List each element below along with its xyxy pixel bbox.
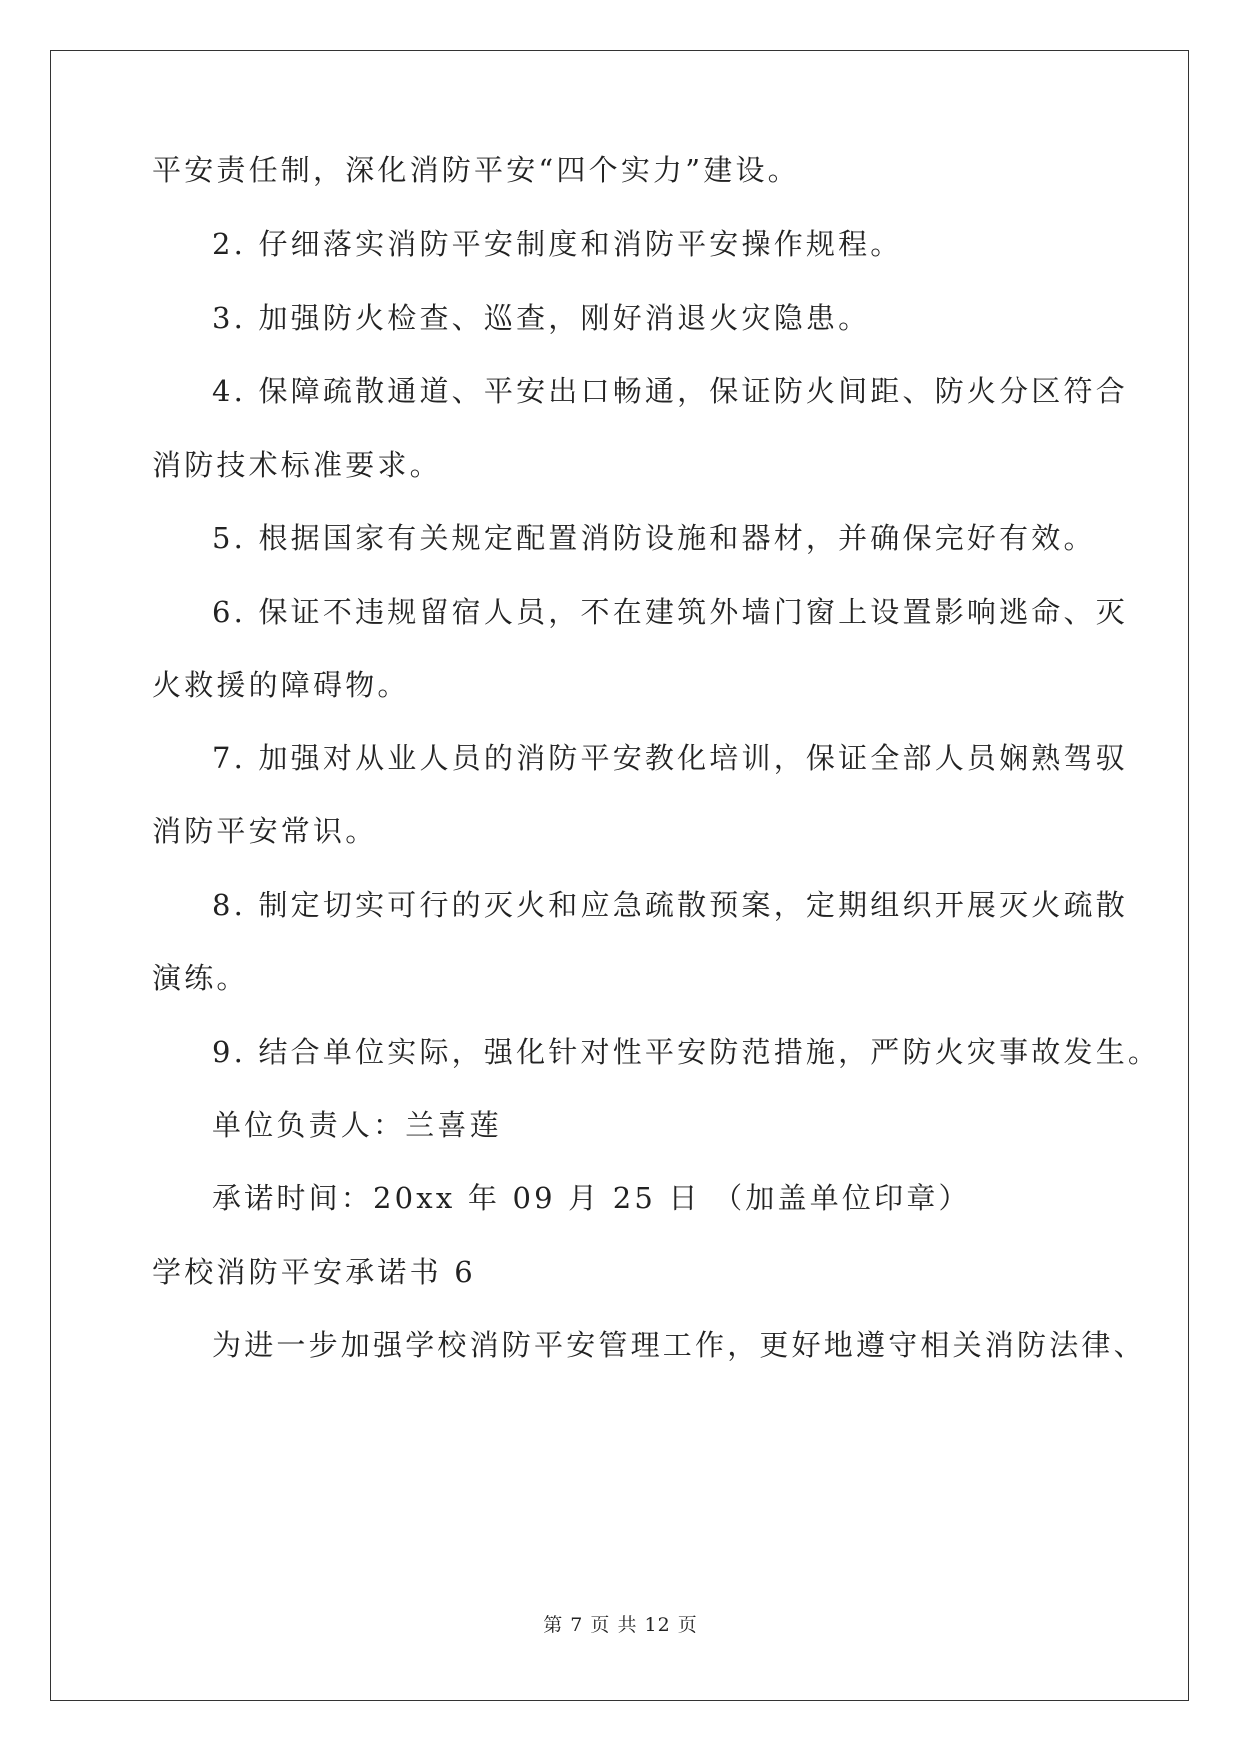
list-item-5: 5. 根据国家有关规定配置消防设施和器材，并确保完好有效。	[212, 521, 1096, 555]
section-title: 学校消防平安承诺书 6	[152, 1255, 476, 1289]
list-item-3: 3. 加强防火检查、巡查，刚好消退火灾隐患。	[212, 301, 871, 335]
commitment-date: 承诺时间：20xx 年 09 月 25 日 （加盖单位印章）	[212, 1181, 971, 1215]
list-item-6: 6. 保证不违规留宿人员，不在建筑外墙门窗上设置影响逃命、灭	[212, 595, 1128, 629]
list-item-6-continued: 火救援的障碍物。	[152, 668, 410, 702]
list-item-4-continued: 消防技术标准要求。	[152, 448, 442, 482]
list-item-8-continued: 演练。	[152, 961, 249, 995]
list-item-7-continued: 消防平安常识。	[152, 814, 378, 848]
list-item-8: 8. 制定切实可行的灭火和应急疏散预案，定期组织开展灭火疏散	[212, 888, 1128, 922]
page-number: 第 7 页 共 12 页	[543, 1614, 698, 1636]
list-item-4: 4. 保障疏散通道、平安出口畅通，保证防火间距、防火分区符合	[212, 374, 1128, 408]
list-item-2: 2. 仔细落实消防平安制度和消防平安操作规程。	[212, 227, 903, 261]
responsible-person: 单位负责人：兰喜莲	[212, 1108, 502, 1142]
paragraph-line: 平安责任制，深化消防平安“四个实力”建设。	[152, 153, 800, 187]
list-item-9: 9. 结合单位实际，强化针对性平安防范措施，严防火灾事故发生。	[212, 1035, 1161, 1069]
intro-paragraph: 为进一步加强学校消防平安管理工作，更好地遵守相关消防法律、	[212, 1328, 1146, 1362]
list-item-7: 7. 加强对从业人员的消防平安教化培训，保证全部人员娴熟驾驭	[212, 741, 1128, 775]
page-border	[50, 50, 1189, 1701]
